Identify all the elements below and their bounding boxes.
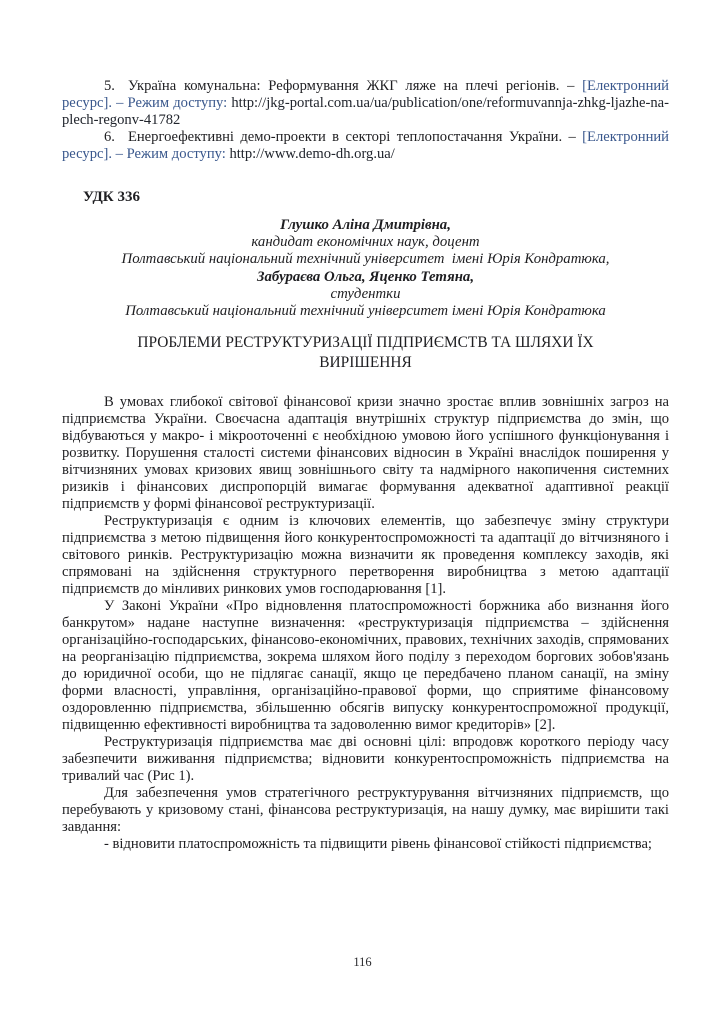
reference-number: 6. bbox=[104, 129, 115, 145]
reference-item bbox=[62, 129, 669, 163]
reference-list bbox=[62, 78, 669, 163]
article-body bbox=[62, 394, 669, 853]
body-paragraph: Для забезпечення умов стратегічного реструктурування вітчизняних підприємств, що перебувають у кризовому стані, фінансова реструктуризація, на нашу думку, має вирішити такі завдання: bbox=[62, 785, 669, 836]
body-paragraph: - відновити платоспроможність та підвищити рівень фінансової стійкості підприємства; bbox=[104, 836, 652, 853]
reference-item bbox=[62, 78, 669, 129]
body-paragraph: Реструктуризація підприємства має дві основні цілі: впродовж короткого періоду часу забезпечити виживання підприємства; відновити конкурентоспроможність підприємства на тривалий час (Рис 1). bbox=[62, 734, 669, 785]
reference-url-link[interactable]: http://www.demo-dh.org.ua/ bbox=[229, 146, 395, 162]
author-name: Глушко Аліна Дмитрівна, bbox=[280, 217, 451, 233]
reference-number: 5. bbox=[104, 78, 115, 94]
page-content bbox=[62, 78, 669, 853]
reference-url-link[interactable]: http://jkg-portal.com.ua/ua/publication/one/reformuvannja-zhkg-ljazhe-na-plech-regonv-41782 bbox=[62, 95, 669, 128]
body-paragraph: У Законі України «Про відновлення платоспроможності боржника або визнання його банкрутом» надане наступне визначення: «реструктуризація підприємства – здійснення організаційно-господарських, фінансово-економічних, правових, технічних заходів, спрямованих на реорганізацію підприємства, зокрема шляхом його поділу з переходом боргових зобов'язань до юридичної особи, що не підлягає санації, якщо це передбачено планом санації, на зміну форми власності, управління, організаційно-правової форми, що сприятиме фінансовому оздоровленню підприємства, збільшенню обсягів випуску конкурентоспроможної продукції, підвищенню ефективності виробництва та задоволенню вимог кредиторів» [2]. bbox=[62, 598, 669, 734]
reference-access-note: [Електронний ресурс]. – Режим доступу: bbox=[62, 129, 669, 162]
author-role: кандидат економічних наук, доцент bbox=[251, 234, 480, 251]
author-affiliation: Полтавський національний технічний університет імені Юрія Кондратюка bbox=[125, 303, 606, 320]
body-paragraph: Реструктуризація є одним із ключових елементів, що забезпечує зміну структури підприємства з метою підвищення його конкурентоспроможності та адаптації до вітчизняного і світового ринків. Реструктуризацію можна визначити як проведення комплексу заходів, які спрямовані на здійснення структурного перетворення виробництва з метою адаптації підприємств до мінливих ринкових умов господарювання [1]. bbox=[62, 513, 669, 598]
udk-code: УДК 336 bbox=[83, 189, 140, 205]
reference-access-note: [Електронний ресурс]. – Режим доступу: bbox=[62, 78, 669, 111]
body-paragraph: В умовах глибокої світової фінансової кризи значно зростає вплив зовнішніх загроз на підприємства України. Своєчасна адаптація внутрішніх структур підприємства до змін, що відбуваються у макро- і мікрооточенні є необхідною умовою його успішного функціонування і розвитку. Порушення сталості системи фінансових відносин в Україні внаслідок поширення у вітчизняних умовах кризових явищ зовнішнього світу та надмірного накопичення системних ризиків і фінансових диспропорцій вимагає формування адекватної адаптивної реакції підприємств у формі фінансової реструктуризації. bbox=[62, 394, 669, 513]
author-affiliation: Полтавський національний технічний університет імені Юрія Кондратюка, bbox=[121, 251, 610, 268]
author-name: Забураєва Ольга, Яценко Тетяна, bbox=[256, 268, 475, 285]
page-number: 116 bbox=[353, 955, 372, 969]
author-role: студентки bbox=[330, 285, 401, 302]
reference-text: Енергоефективні демо-проекти в секторі теплопостачання України. – bbox=[127, 129, 583, 145]
article-title: ПРОБЛЕМИ РЕСТРУКТУРИЗАЦІЇ ПІДПРИЄМСТВ ТА ШЛЯХИ ЇХ ВИРІШЕННЯ bbox=[137, 334, 594, 372]
reference-text: Україна комунальна: Реформування ЖКГ ляже на плечі регіонів. – bbox=[127, 78, 583, 94]
author-block bbox=[62, 217, 669, 320]
